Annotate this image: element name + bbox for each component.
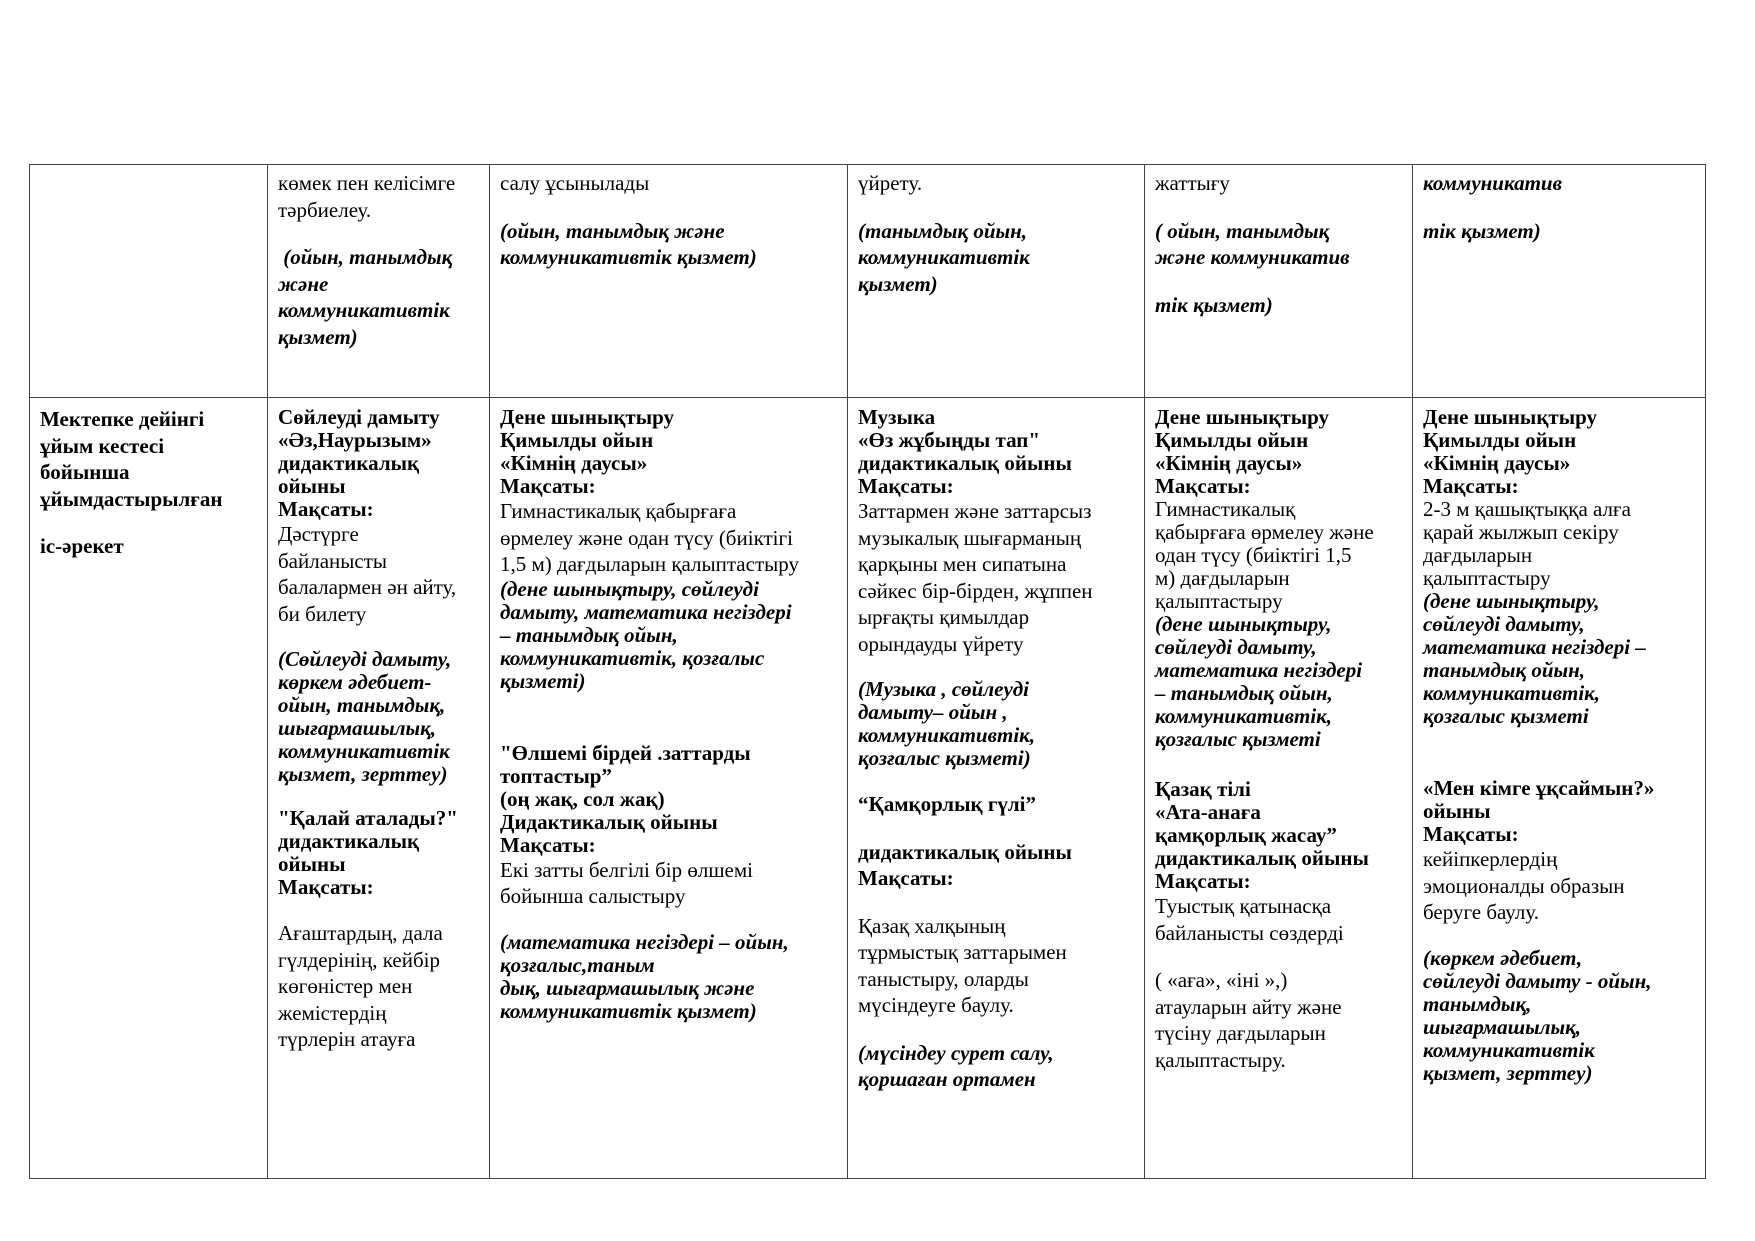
plan-table xyxy=(29,164,1706,1179)
row2-cell-3: Дене шынықтыру Қимылды ойын «Кімнің даусы» Мақсаты: Гимнастикалық қабырғаға өрмелеу және одан түсу (биіктігі 1,5 м) дағдыларын қалыптастыру (дене шынықтыру, сөйлеуді дамыту, математика негіздері – танымдық ойын, коммуникативтік, қозғалыс қызметі) "Өлшемі бірдей .заттарды топтастыр” (оң жақ, сол жақ) Дидактикалық ойыны Мақсаты: Екі затты белгілі бір өлшемі бойынша салыстыру (математика негіздері – ойын, қозғалыс,таным дық, шығармашылық және коммуникативтік қызмет) xyxy=(490,398,848,1179)
row1-cell-4: үйрету. (танымдық ойын, коммуникативтік қызмет) xyxy=(848,165,1145,398)
row2-cell-5: Дене шынықтыру Қимылды ойын «Кімнің даусы» Мақсаты: Гимнастикалық қабырғаға өрмелеу және одан түсу (биіктігі 1,5 м) дағдыларын қалыптастыру (дене шынықтыру, сөйлеуді дамыту, математика негіздері – танымдық ойын, коммуникативтік, қозғалыс қызметі Қазақ тілі «Ата-анаға қамқорлық жасау” дидактикалық ойыны Мақсаты: Туыстық қатынасқа байланысты сөздерді ( «аға», «іні »,) атауларын айту және түсіну дағдыларын қалыптастыру. xyxy=(1145,398,1413,1179)
table-row xyxy=(30,165,1706,398)
row1-label-cell xyxy=(30,165,268,398)
row2-cell-6: Дене шынықтыру Қимылды ойын «Кімнің даусы» Мақсаты: 2-3 м қашықтыққа алға қарай жылжып секіру дағдыларын қалыптастыру (дене шынықтыру, сөйлеуді дамыту, математика негіздері – танымдық ойын, коммуникативтік, қозғалыс қызметі «Мен кімге ұқсаймын?» ойыны Мақсаты: кейіпкерлердің эмоционалды образын беруге баулу. (көркем әдебиет, сөйлеуді дамыту - ойын, танымдық, шығармашылық, коммуникативтік қызмет, зерттеу) xyxy=(1413,398,1706,1179)
table-row xyxy=(30,398,1706,1179)
row2-label-cell: Мектепке дейінгі ұйым кестесі бойынша ұйымдастырылған іс-әрекет xyxy=(30,398,268,1179)
row1-cell-2: көмек пен келісімге тәрбиелеу. (ойын, танымдық және коммуникативтік қызмет) xyxy=(268,165,490,398)
row1-cell-6: коммуникатив тік қызмет) xyxy=(1413,165,1706,398)
row1-cell-3: салу ұсынылады (ойын, танымдық және коммуникативтік қызмет) xyxy=(490,165,848,398)
row2-cell-4: Музыка «Өз жұбыңды тап" дидактикалық ойыны Мақсаты: Заттармен және заттарсыз музыкалық шығарманың қарқыны мен сипатына сәйкес бір-бірден, жұппен ырғақты қимылдар орындауды үйрету (Музыка , сөйлеуді дамыту– ойын , коммуникативтік, қозғалыс қызметі) “Қамқорлық гүлі” дидактикалық ойыны Мақсаты: Қазақ халқының тұрмыстық заттарымен таныстыру, оларды мүсіндеуге баулу. (мүсіндеу сурет салу, қоршаған ортамен xyxy=(848,398,1145,1179)
row2-cell-2: Сөйлеуді дамыту «Әз,Наурызым» дидактикалық ойыны Мақсаты: Дәстүрге байланысты балалармен ән айту, би билету (Сөйлеуді дамыту, көркем әдебиет- ойын, танымдық, шығармашылық, коммуникативтік қызмет, зерттеу) "Қалай аталады?" дидактикалық ойыны Мақсаты: Ағаштардың, дала гүлдерінің, кейбір көгөністер мен жемістердің түрлерін атауға xyxy=(268,398,490,1179)
row1-cell-5: жаттығу ( ойын, танымдық және коммуникатив тік қызмет) xyxy=(1145,165,1413,398)
